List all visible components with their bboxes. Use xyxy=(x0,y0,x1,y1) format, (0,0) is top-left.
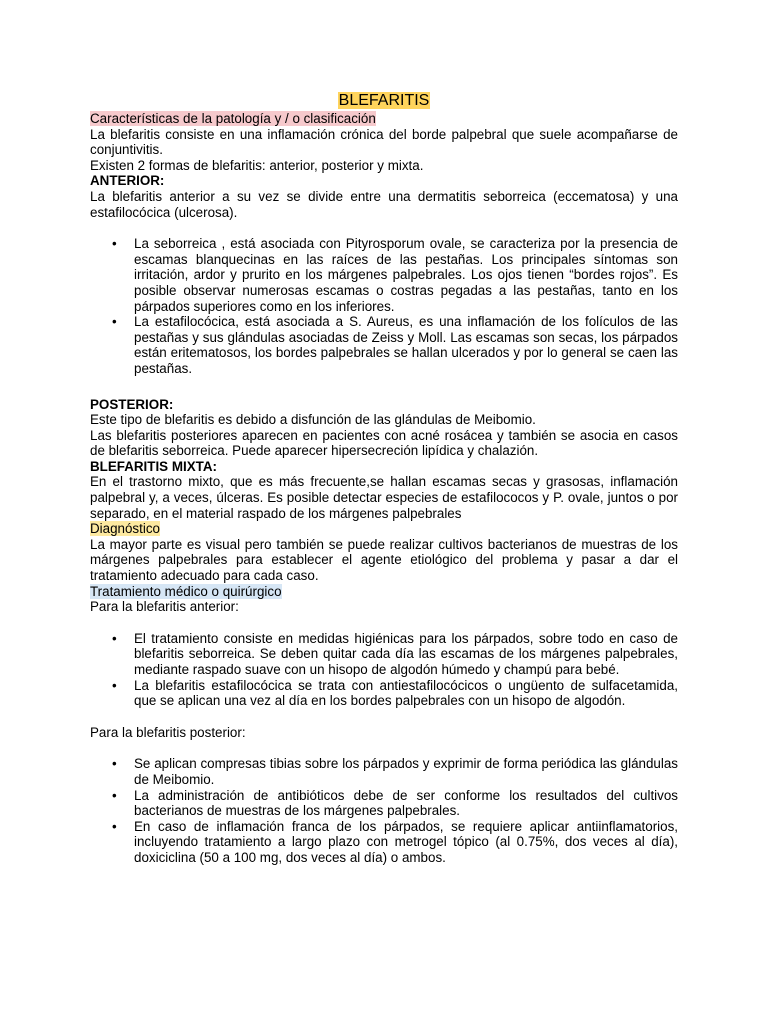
spacer xyxy=(90,740,678,756)
spacer xyxy=(90,709,678,725)
mixta-heading: BLEFARITIS MIXTA: xyxy=(90,458,217,474)
tratamiento-posterior-label: Para la blefaritis posterior: xyxy=(90,724,246,740)
posterior-p1: Este tipo de blefaritis es debido a disfunción de las glándulas de Meibomio. xyxy=(90,412,536,428)
list-item: • En caso de inflamación franca de los párpados, se requiere aplicar antiinflamatorios, incluyendo tratamiento a largo plazo con metrogel tópico (al 0.75%, dos veces al día), doxiciclina (50 a 100 mg, dos veces al día) o ambos. xyxy=(90,819,678,866)
document-page xyxy=(90,92,678,866)
tratamiento-anterior-label: Para la blefaritis anterior: xyxy=(90,599,239,615)
title-text: BLEFARITIS xyxy=(338,92,430,109)
document-title xyxy=(90,92,678,110)
tratamiento-anterior-list xyxy=(90,631,678,709)
characteristics-p1: La blefaritis consiste en una inflamación crónica del borde palpebral que suele acompañarse de conjuntivitis. xyxy=(90,126,678,158)
characteristics-heading xyxy=(90,111,678,127)
list-item: • La seborreica , está asociada con Pityrosporum ovale, se caracteriza por la presencia de escamas blanquecinas en las raíces de las pestañas. Los principales síntomas son irritación, ardor y prurito en los márgenes palpebrales. Los ojos tienen “bordes rojos”. Es posible observar numerosas escamas o costras pegadas a las pestañas, tanto en los párpados superiores como en los inferiores. xyxy=(90,236,678,314)
diagnostico-p1: La mayor parte es visual pero también se puede realizar cultivos bacterianos de muestras de los márgenes palpebrales para establecer el agente etiológico del problema y pasar a dar el tratamiento adecuado para cada caso. xyxy=(90,536,678,584)
spacer xyxy=(90,615,678,631)
mixta-p1: En el trastorno mixto, que es más frecuente,se hallan escamas secas y grasosas, inflamación palpebral y, a veces, úlceras. Es posible detectar especies de estafilococos y P. ovale, juntos o por separado, en el material raspado de los márgenes palpebrales xyxy=(90,474,678,521)
characteristics-p2: Existen 2 formas de blefaritis: anterior, posterior y mixta. xyxy=(90,157,424,173)
list-item: • La administración de antibióticos debe de ser conforme los resultados del cultivos bacterianos de muestras de los márgenes palpebrales. xyxy=(90,788,678,819)
anterior-bullet-list xyxy=(90,236,678,376)
tratamiento-heading xyxy=(90,584,678,600)
list-item: • La blefaritis estafilocócica se trata con antiestafilocócicos o ungüento de sulfacetamida, que se aplican una vez al día en los bordes palpebrales con un hisopo de algodón. xyxy=(90,678,678,709)
list-item: • La estafilocócica, está asociada a S. Aureus, es una inflamación de los folículos de las pestañas y sus glándulas asociadas de Zeiss y Moll. Las escamas son secas, los párpados están eritematosos, los bordes palpebrales se hallan ulcerados y por lo general se caen las pestañas. xyxy=(90,314,678,376)
diagnostico-heading-text: Diagnóstico xyxy=(90,521,160,537)
posterior-heading: POSTERIOR: xyxy=(90,396,174,412)
list-item: • Se aplican compresas tibias sobre los párpados y exprimir de forma periódica las glándulas de Meibomio. xyxy=(90,756,678,787)
diagnostico-heading xyxy=(90,521,678,537)
tratamiento-heading-text: Tratamiento médico o quirúrgico xyxy=(90,583,282,599)
tratamiento-posterior-list xyxy=(90,756,678,865)
characteristics-heading-text: Características de la patología y / o clasificación xyxy=(90,111,376,126)
posterior-p2: Las blefaritis posteriores aparecen en pacientes con acné rosácea y también se asocia en casos de blefaritis seborreica. Puede aparecer hipersecreción lipídica y chalazión. xyxy=(90,427,678,459)
anterior-intro: La blefaritis anterior a su vez se divide entre una dermatitis seborreica (eccematosa) y una estafilocócica (ulcerosa). xyxy=(90,188,678,220)
anterior-heading: ANTERIOR: xyxy=(90,173,165,189)
list-item: • El tratamiento consiste en medidas higiénicas para los párpados, sobre todo en caso de blefaritis seborreica. Se deben quitar cada día las escamas de los márgenes palpebrales, mediante raspado suave con un hisopo de algodón húmedo y champú para bebé. xyxy=(90,631,678,678)
spacer xyxy=(90,377,678,397)
spacer xyxy=(90,220,678,236)
